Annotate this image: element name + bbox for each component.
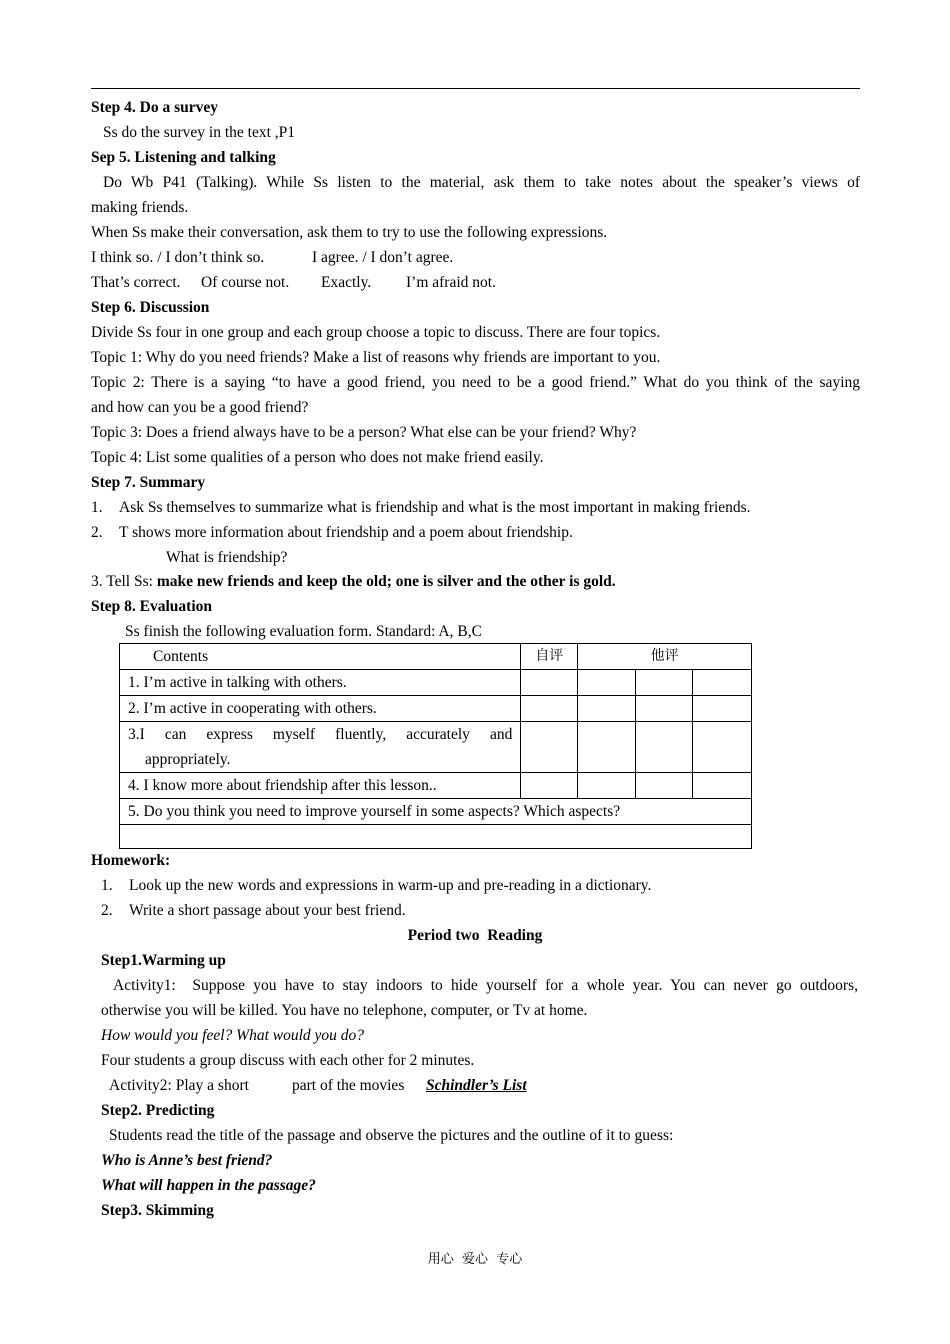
score-cell xyxy=(521,773,578,799)
topic-2-line2: and how can you be a good friend? xyxy=(91,399,309,416)
list-number: 2. xyxy=(101,902,113,919)
header-peer-evaluation: 他评 xyxy=(578,644,752,670)
score-cell xyxy=(693,696,752,722)
score-cell xyxy=(693,773,752,799)
row-content: 5. Do you think you need to improve yourself in some aspects? Which aspects? xyxy=(120,799,752,825)
period-two-title: Period two Reading xyxy=(407,927,543,944)
score-cell xyxy=(578,696,636,722)
table-row xyxy=(120,722,752,773)
predict-question-2: What will happen in the passage? xyxy=(101,1177,316,1194)
topic-2-line1: Topic 2: There is a saying “to have a good friend, you need to be a good friend.” What do you think of the saying xyxy=(91,374,860,391)
expression: Of course not. xyxy=(201,274,290,291)
row-content: 1. I’m active in talking with others. xyxy=(120,670,521,696)
step4-heading: Step 4. Do a survey xyxy=(91,99,219,116)
score-cell xyxy=(521,670,578,696)
score-cell xyxy=(693,670,752,696)
topic-1: Topic 1: Why do you need friends? Make a list of reasons why friends are important to you. xyxy=(91,349,661,366)
score-cell xyxy=(636,773,693,799)
score-cell xyxy=(578,670,636,696)
score-cell xyxy=(521,722,578,773)
step8-intro: Ss finish the following evaluation form. Standard: A, B,C xyxy=(125,623,482,640)
table-header-row xyxy=(120,644,752,670)
page-footer: 用心 爱心 专心 xyxy=(427,1252,523,1267)
answer-cell xyxy=(120,825,752,849)
row-content xyxy=(120,722,521,773)
expression: I’m afraid not. xyxy=(406,274,496,291)
topic-4: Topic 4: List some qualities of a person who does not make friend easily. xyxy=(91,449,544,466)
step5-heading: Sep 5. Listening and talking xyxy=(91,149,276,166)
table-row xyxy=(120,696,752,722)
row-content-line1: 3.I can express myself fluently, accurately and xyxy=(128,726,513,743)
score-cell xyxy=(693,722,752,773)
step1-heading: Step1.Warming up xyxy=(101,952,226,969)
topic-3: Topic 3: Does a friend always have to be a person? What else can be your friend? Why? xyxy=(91,424,637,441)
step6-heading: Step 6. Discussion xyxy=(91,299,210,316)
summary-item-3-prefix: 3. Tell Ss: xyxy=(91,573,157,590)
discuss-text: Four students a group discuss with each other for 2 minutes. xyxy=(101,1052,475,1069)
summary-item-1: Ask Ss themselves to summarize what is friendship and what is the most important in making friends. xyxy=(119,499,751,516)
step5-para1-line2: making friends. xyxy=(91,199,189,216)
list-number: 1. xyxy=(101,877,113,894)
score-cell xyxy=(578,722,636,773)
header-rule xyxy=(91,88,860,89)
header-contents: Contents xyxy=(120,644,521,670)
expression: Exactly. xyxy=(321,274,372,291)
table-row xyxy=(120,799,752,825)
header-self-evaluation: 自评 xyxy=(521,644,578,670)
list-number: 1. xyxy=(91,499,103,516)
score-cell xyxy=(636,696,693,722)
summary-question: What is friendship? xyxy=(166,549,288,566)
step4-text: Ss do the survey in the text ,P1 xyxy=(103,124,296,141)
row-content: 2. I’m active in cooperating with others. xyxy=(120,696,521,722)
movie-title: Schindler’s List xyxy=(426,1077,527,1094)
expression: That’s correct. xyxy=(91,274,181,291)
activity2-text-b: part of the movies xyxy=(292,1077,405,1094)
step6-intro: Divide Ss four in one group and each group choose a topic to discuss. There are four topics. xyxy=(91,324,661,341)
table-row xyxy=(120,825,752,849)
list-number: 2. xyxy=(91,524,103,541)
score-cell xyxy=(636,722,693,773)
activity2-text-a: Activity2: Play a short xyxy=(109,1077,249,1094)
homework-item-1: Look up the new words and expressions in warm-up and pre-reading in a dictionary. xyxy=(129,877,652,894)
step5-para1-line1: Do Wb P41 (Talking). While Ss listen to the material, ask them to take notes about the speaker’s views of xyxy=(103,174,860,191)
summary-item-2: T shows more information about friendship and a poem about friendship. xyxy=(119,524,573,541)
row-content: 4. I know more about friendship after this lesson.. xyxy=(120,773,521,799)
evaluation-table xyxy=(119,643,752,849)
predict-text: Students read the title of the passage and observe the pictures and the outline of it to guess: xyxy=(109,1127,674,1144)
expression: I agree. / I don’t agree. xyxy=(312,249,454,266)
summary-item-3-proverb: make new friends and keep the old; one is silver and the other is gold. xyxy=(156,573,616,590)
score-cell xyxy=(578,773,636,799)
score-cell xyxy=(521,696,578,722)
table-row xyxy=(120,773,752,799)
step3-heading: Step3. Skimming xyxy=(101,1202,214,1219)
activity1-line1: Activity1: Suppose you have to stay indoors to hide yourself for a whole year. You can never go outdoors, xyxy=(113,977,858,994)
step5-para2: When Ss make their conversation, ask them to try to use the following expressions. xyxy=(91,224,608,241)
homework-heading: Homework: xyxy=(91,852,171,869)
summary-item-3 xyxy=(91,572,616,592)
table-row xyxy=(120,670,752,696)
score-cell xyxy=(636,670,693,696)
activity1-line2: otherwise you will be killed. You have no telephone, computer, or Tv at home. xyxy=(101,1002,588,1019)
predict-question-1: Who is Anne’s best friend? xyxy=(101,1152,273,1169)
homework-item-2: Write a short passage about your best friend. xyxy=(129,902,406,919)
step7-heading: Step 7. Summary xyxy=(91,474,206,491)
feel-question: How would you feel? What would you do? xyxy=(101,1027,365,1044)
step8-heading: Step 8. Evaluation xyxy=(91,598,213,615)
expression: I think so. / I don’t think so. xyxy=(91,249,265,266)
row-content-line2: appropriately. xyxy=(145,751,231,768)
step2-heading: Step2. Predicting xyxy=(101,1102,215,1119)
